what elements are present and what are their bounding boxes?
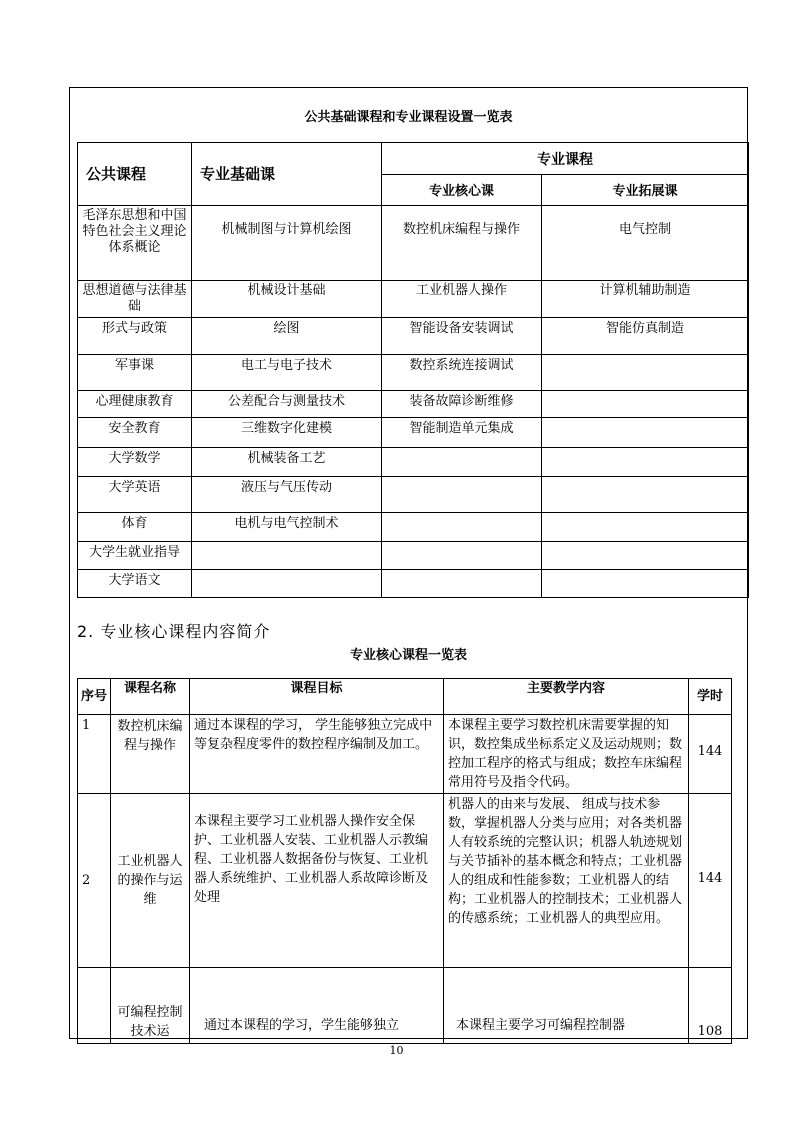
- course-name: 可编程控制技术运: [111, 968, 190, 1044]
- cell-extension: [542, 448, 749, 477]
- cell-foundation: 电机与电气控制术: [192, 513, 382, 542]
- cell-foundation: [192, 542, 382, 570]
- cell-foundation: 公差配合与测量技术: [192, 391, 382, 418]
- header-course-goal: 课程目标: [190, 679, 444, 715]
- cell-foundation: 机械装备工艺: [192, 448, 382, 477]
- cell-public: 体育: [78, 513, 192, 542]
- cell-core: 工业机器人操作: [382, 281, 542, 318]
- cell-public: 大学生就业指导: [78, 542, 192, 570]
- cell-extension: [542, 418, 749, 448]
- cell-core: 数控系统连接调试: [382, 355, 542, 391]
- cell-extension: [542, 542, 749, 570]
- table-row: [78, 477, 749, 513]
- course-name: 工业机器人的操作与运维: [111, 794, 190, 968]
- table-row: [78, 206, 749, 281]
- course-content: 机器人的由来与发展、 组成与技术参数，掌握机器人分类与应用；对各类机器人有较系统的完整认识；机器人轨迹规划与关节插补的基本概念和特点；工业机器人的组成和性能参数；工业机器人的结构；工业机器人的控制技术；工业机器人的传感系统；工业机器人的典型应用。: [444, 794, 689, 968]
- cell-public: 思想道德与法律基础: [78, 281, 192, 318]
- course-name: 数控机床编程与操作: [111, 715, 190, 794]
- course-hours: 144: [689, 794, 732, 968]
- cell-extension: 计算机辅助制造: [542, 281, 749, 318]
- cell-core: 智能设备安装调试: [382, 318, 542, 355]
- cell-foundation: 三维数字化建模: [192, 418, 382, 448]
- header-public-courses: 公共课程: [78, 143, 192, 206]
- course-goal: 本课程主要学习工业机器人操作安全保护、工业机器人安装、工业机器人示教编程、工业机器人数据备份与恢复、工业机器人系统维护、工业机器人系故障诊断及处理: [190, 794, 444, 968]
- cell-public: 毛泽东思想和中国特色社会主义理论体系概论: [78, 206, 192, 281]
- table1-title: 公共基础课程和专业课程设置一览表: [304, 110, 513, 125]
- table-row: [78, 391, 749, 418]
- section-heading: 2. 专业核心课程内容简介: [77, 622, 271, 641]
- cell-core: 装备故障诊断维修: [382, 391, 542, 418]
- cell-core: [382, 542, 542, 570]
- cell-extension: [542, 570, 749, 598]
- cell-core: 数控机床编程与操作: [382, 206, 542, 281]
- table-row: [78, 542, 749, 570]
- cell-core: [382, 570, 542, 598]
- cell-core: 智能制造单元集成: [382, 418, 542, 448]
- course-hours: 144: [689, 715, 732, 794]
- course-settings-table: [77, 142, 749, 598]
- header-main-content: 主要教学内容: [444, 679, 689, 715]
- course-no: 1: [78, 715, 111, 794]
- table-row: [78, 968, 732, 1044]
- header-foundation-courses: 专业基础课: [192, 143, 382, 206]
- table-row: [78, 355, 749, 391]
- page-number: 10: [389, 1044, 404, 1057]
- header-course-name: 课程名称: [111, 679, 190, 715]
- cell-foundation: 机械设计基础: [192, 281, 382, 318]
- table-row: [78, 794, 732, 968]
- table-row: [78, 418, 749, 448]
- header-extension-courses: 专业拓展课: [542, 175, 749, 206]
- table-row: [78, 448, 749, 477]
- table-row: [78, 281, 749, 318]
- table-row: [78, 318, 749, 355]
- course-goal: 通过本课程的学习， 学生能够独立完成中等复杂程度零件的数控程序编制及加工。: [190, 715, 444, 794]
- cell-extension: 智能仿真制造: [542, 318, 749, 355]
- course-content: 本课程主要学习数控机床需要掌握的知识，数控集成坐标系定义及运动规则；数控加工程序的格式与组成；数控车床编程常用符号及指令代码。: [444, 715, 689, 794]
- course-content: 本课程主要学习可编程控制器: [444, 968, 689, 1044]
- course-no: 2: [78, 794, 111, 968]
- cell-core: [382, 448, 542, 477]
- header-hours: 学时: [689, 679, 732, 715]
- cell-public: 安全教育: [78, 418, 192, 448]
- cell-public: 军事课: [78, 355, 192, 391]
- course-no: [78, 968, 111, 1044]
- table-row: [78, 570, 749, 598]
- core-courses-table: [77, 678, 732, 1044]
- cell-extension: [542, 355, 749, 391]
- cell-foundation: [192, 570, 382, 598]
- cell-public: 大学数学: [78, 448, 192, 477]
- cell-foundation: 绘图: [192, 318, 382, 355]
- cell-extension: [542, 477, 749, 513]
- cell-extension: 电气控制: [542, 206, 749, 281]
- cell-foundation: 机械制图与计算机绘图: [192, 206, 382, 281]
- cell-extension: [542, 513, 749, 542]
- cell-core: [382, 513, 542, 542]
- table-row: [78, 715, 732, 794]
- cell-public: 形式与政策: [78, 318, 192, 355]
- cell-foundation: 液压与气压传动: [192, 477, 382, 513]
- header-no: 序号: [78, 679, 111, 715]
- cell-public: 心理健康教育: [78, 391, 192, 418]
- cell-public: 大学语文: [78, 570, 192, 598]
- course-hours: 108: [689, 968, 732, 1044]
- header-core-courses: 专业核心课: [382, 175, 542, 206]
- cell-core: [382, 477, 542, 513]
- cell-extension: [542, 391, 749, 418]
- cell-foundation: 电工与电子技术: [192, 355, 382, 391]
- header-professional-courses: 专业课程: [382, 143, 749, 175]
- course-goal: 通过本课程的学习，学生能够独立: [190, 968, 444, 1044]
- cell-public: 大学英语: [78, 477, 192, 513]
- table-row: [78, 513, 749, 542]
- table2-title: 专业核心课程一览表: [349, 648, 467, 663]
